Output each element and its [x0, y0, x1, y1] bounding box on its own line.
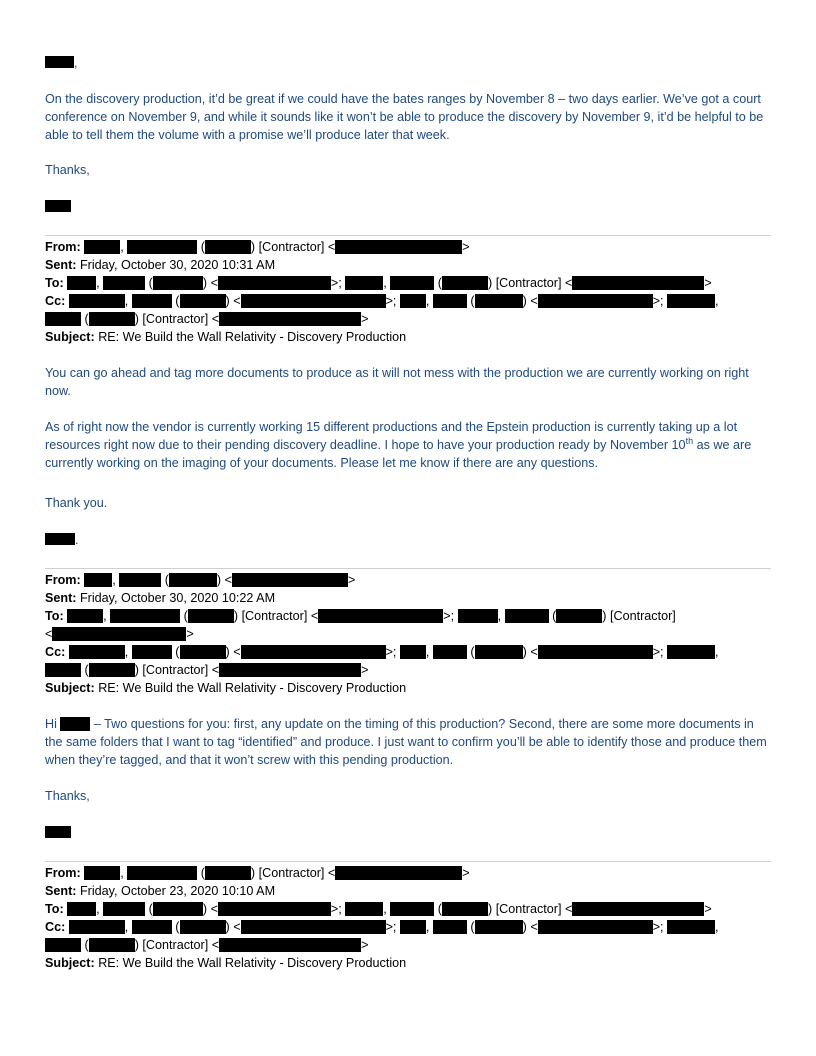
closing-text: Thank you.: [45, 496, 108, 510]
punctuation: <: [233, 645, 241, 659]
redaction-bar: [69, 645, 125, 659]
punctuation: <: [530, 645, 538, 659]
redaction-bar: [45, 938, 81, 952]
redaction-bar: [218, 902, 331, 916]
redaction-bar: [667, 294, 715, 308]
punctuation: ;: [392, 920, 397, 934]
punctuation: <: [211, 312, 220, 326]
sent-value: Friday, October 30, 2020 10:31 AM: [79, 258, 276, 272]
email-3-paragraph: [45, 716, 771, 769]
redaction-bar: [390, 276, 434, 290]
redaction-bar: [205, 866, 251, 880]
punctuation: >: [704, 902, 712, 916]
punctuation: ,: [120, 866, 124, 880]
cc-line: [45, 918, 771, 936]
sent-value: Friday, October 30, 2020 10:22 AM: [79, 591, 276, 605]
redaction-bar: [241, 920, 386, 934]
punctuation: ): [602, 609, 607, 623]
punctuation: >: [385, 920, 393, 934]
punctuation: (: [200, 240, 205, 254]
redaction-bar: [84, 573, 112, 587]
punctuation: ): [202, 902, 208, 916]
punctuation: <: [564, 902, 573, 916]
to-line: [45, 900, 771, 918]
subject-label: Subject:: [45, 681, 95, 695]
punctuation: >: [704, 276, 712, 290]
redaction-bar: [69, 294, 125, 308]
redaction-bar: [433, 920, 467, 934]
redaction-bar: [169, 573, 217, 587]
contractor-tag: [Contractor]: [142, 312, 209, 326]
redaction-bar: [442, 902, 488, 916]
punctuation: (: [164, 573, 169, 587]
to-line: [45, 607, 771, 625]
punctuation: >: [330, 902, 339, 916]
redaction-bar: [67, 276, 96, 290]
redaction-bar: [45, 826, 71, 838]
redaction-bar: [505, 609, 549, 623]
redaction-bar: [345, 902, 383, 916]
punctuation: ,: [383, 902, 387, 916]
redaction-bar: [52, 627, 186, 641]
sent-line: [45, 589, 771, 607]
subject-value: RE: We Build the Wall Relativity - Discovery Production: [98, 681, 407, 695]
punctuation: >: [462, 240, 470, 254]
punctuation: ;: [392, 645, 397, 659]
punctuation: <: [224, 573, 232, 587]
redaction-bar: [132, 920, 172, 934]
redaction-bar: [667, 645, 715, 659]
punctuation: <: [233, 294, 241, 308]
punctuation: ,: [497, 609, 502, 623]
punctuation: ): [522, 920, 527, 934]
redaction-bar: [241, 294, 386, 308]
punctuation: ,: [715, 920, 719, 934]
punctuation: (: [552, 609, 557, 623]
punctuation: ;: [660, 294, 664, 308]
punctuation: <: [327, 240, 336, 254]
redaction-bar: [127, 240, 197, 254]
punctuation: <: [210, 276, 218, 290]
punctuation: ): [202, 276, 208, 290]
from-line: [45, 864, 771, 882]
punctuation: >: [652, 920, 661, 934]
punctuation: ;: [392, 294, 397, 308]
punctuation: ,: [383, 276, 387, 290]
subject-value: RE: We Build the Wall Relativity - Discovery Production: [98, 956, 407, 970]
redaction-bar: [89, 663, 135, 677]
redaction-bar: [67, 902, 96, 916]
punctuation: ,: [96, 902, 100, 916]
closing-text: Thanks,: [45, 163, 90, 177]
from-label: From:: [45, 240, 81, 254]
punctuation: <: [530, 294, 538, 308]
redaction-bar: [442, 276, 488, 290]
sent-line: [45, 882, 771, 900]
to-line: [45, 274, 771, 292]
redaction-bar: [153, 902, 203, 916]
punctuation: ): [225, 645, 230, 659]
email-3-closing: [45, 788, 771, 806]
redaction-bar: [45, 533, 75, 545]
redaction-bar: [475, 645, 523, 659]
paragraph-text: As of right now the vendor is currently working 15 different productions and the Epstein production is currently taking up a lot resources right now due to their pending discovery deadline. I hope to have your production ready by November 10: [45, 420, 738, 452]
punctuation: (: [84, 938, 89, 952]
punctuation: <: [211, 663, 220, 677]
greeting-text: Hi: [45, 717, 57, 731]
punctuation: ,: [74, 56, 78, 70]
redaction-bar: [335, 240, 462, 254]
redaction-bar: [458, 609, 498, 623]
email-1-signature: [45, 200, 771, 214]
punctuation: ): [216, 573, 222, 587]
punctuation: (: [437, 902, 442, 916]
redaction-bar: [556, 609, 602, 623]
redaction-bar: [180, 920, 226, 934]
redaction-bar: [60, 717, 90, 731]
redaction-bar: [475, 920, 523, 934]
redaction-bar: [538, 920, 653, 934]
punctuation: ,: [112, 573, 116, 587]
redaction-bar: [103, 902, 145, 916]
email-2-paragraph-2: [45, 419, 771, 472]
redaction-bar: [188, 609, 234, 623]
punctuation: ,: [96, 276, 100, 290]
closing-text: Thanks,: [45, 789, 90, 803]
header-divider: [45, 861, 771, 862]
punctuation: <: [233, 920, 241, 934]
email-2-body: [45, 365, 771, 401]
punctuation: (: [148, 276, 153, 290]
email-2-signature: [45, 533, 771, 547]
punctuation: ): [250, 240, 256, 254]
cc-label: Cc:: [45, 920, 66, 934]
punctuation: >: [652, 294, 661, 308]
punctuation: >: [443, 609, 451, 623]
punctuation: ): [487, 902, 493, 916]
punctuation: ;: [338, 276, 342, 290]
to-line-continued: [45, 625, 771, 643]
contractor-tag: [Contractor]: [142, 663, 209, 677]
punctuation: >: [385, 294, 393, 308]
punctuation: ): [134, 938, 139, 952]
email-header-2: [45, 571, 771, 697]
punctuation: ,: [425, 294, 430, 308]
redaction-bar: [400, 645, 426, 659]
redaction-bar: [119, 573, 161, 587]
to-label: To:: [45, 276, 64, 290]
punctuation: (: [470, 920, 475, 934]
cc-line: [45, 292, 771, 310]
punctuation: >: [330, 276, 339, 290]
from-line: [45, 571, 771, 589]
from-label: From:: [45, 866, 81, 880]
redaction-bar: [84, 240, 120, 254]
punctuation: ;: [660, 920, 664, 934]
email-1-closing: [45, 162, 771, 180]
punctuation: (: [470, 294, 475, 308]
redaction-bar: [69, 920, 125, 934]
cc-line-continued: [45, 661, 771, 679]
redaction-bar: [433, 294, 467, 308]
sent-label: Sent:: [45, 258, 77, 272]
paragraph-text: – Two questions for you: first, any update on the timing of this production? Second, there are some more documents in the same folders that I want to tag “identified” and produce. I just want to confirm you’ll be able to identify those and produce them when they’re tagged, and that it won’t screw with this pending production.: [45, 717, 767, 767]
redaction-bar: [219, 663, 361, 677]
punctuation: ,: [425, 920, 430, 934]
redaction-bar: [45, 200, 71, 212]
contractor-tag: [Contractor]: [495, 276, 562, 290]
redaction-bar: [45, 56, 74, 68]
sent-label: Sent:: [45, 884, 77, 898]
redaction-bar: [84, 866, 120, 880]
redaction-bar: [205, 240, 251, 254]
email-3-body: [45, 716, 771, 769]
redaction-bar: [67, 609, 103, 623]
punctuation: ): [250, 866, 256, 880]
punctuation: (: [84, 663, 89, 677]
punctuation: ;: [338, 902, 342, 916]
subject-value: RE: We Build the Wall Relativity - Discovery Production: [98, 330, 407, 344]
email-2-body-2: [45, 419, 771, 472]
contractor-tag: [Contractor]: [258, 866, 325, 880]
punctuation: ,: [103, 609, 107, 623]
redaction-bar: [572, 276, 704, 290]
punctuation: (: [148, 902, 153, 916]
redaction-bar: [433, 645, 467, 659]
redaction-bar: [318, 609, 443, 623]
punctuation: <: [210, 902, 218, 916]
punctuation: ,: [120, 240, 124, 254]
punctuation: >: [361, 312, 369, 326]
punctuation: ): [487, 276, 493, 290]
email-header-3: [45, 864, 771, 972]
contractor-tag: [Contractor]: [609, 609, 676, 623]
subject-line: [45, 679, 771, 697]
from-label: From:: [45, 573, 81, 587]
from-line: [45, 238, 771, 256]
redaction-bar: [180, 645, 226, 659]
punctuation: >: [361, 663, 369, 677]
subject-label: Subject:: [45, 330, 95, 344]
punctuation: >: [361, 938, 369, 952]
punctuation: ): [522, 294, 527, 308]
redaction-bar: [241, 645, 386, 659]
redaction-bar: [218, 276, 331, 290]
sent-line: [45, 256, 771, 274]
email-1-paragraph: On the discovery production, it’d be great if we could have the bates ranges by November 8 – two days earlier. We’ve got a court conference on November 9, and while it sounds like it won’t be able to produce the discovery by November 9, it’d be helpful to be able to tell them the volume with a promise we’ll produce later that week.: [45, 92, 764, 142]
punctuation: >: [652, 645, 661, 659]
punctuation: ,: [715, 294, 719, 308]
punctuation: ): [225, 294, 230, 308]
punctuation: ): [233, 609, 239, 623]
subject-label: Subject:: [45, 956, 95, 970]
redaction-bar: [153, 276, 203, 290]
cc-label: Cc:: [45, 645, 66, 659]
email-3-signature: [45, 826, 771, 840]
punctuation: (: [470, 645, 475, 659]
punctuation: (: [84, 312, 89, 326]
contractor-tag: [Contractor]: [241, 609, 308, 623]
redaction-bar: [390, 902, 434, 916]
redaction-bar: [89, 938, 135, 952]
to-label: To:: [45, 902, 64, 916]
paragraph-text: as we are currently working on the imaging of your documents. Please let me know if there are any questions.: [45, 437, 752, 470]
redaction-bar: [232, 573, 348, 587]
cc-line-continued: [45, 936, 771, 954]
subject-line: [45, 328, 771, 346]
punctuation: ;: [450, 609, 455, 623]
cc-label: Cc:: [45, 294, 66, 308]
to-label: To:: [45, 609, 64, 623]
redaction-bar: [538, 294, 653, 308]
cc-line: [45, 643, 771, 661]
redaction-bar: [345, 276, 383, 290]
redaction-bar: [335, 866, 462, 880]
punctuation: <: [327, 866, 336, 880]
redaction-bar: [132, 645, 172, 659]
punctuation: ,: [124, 920, 129, 934]
email-1-body: [45, 91, 771, 144]
email-2-closing: [45, 495, 771, 513]
punctuation: >: [385, 645, 393, 659]
punctuation: ,: [715, 645, 719, 659]
punctuation: (: [175, 294, 180, 308]
punctuation: ;: [660, 645, 664, 659]
punctuation: >: [347, 573, 356, 587]
punctuation: ,: [425, 645, 430, 659]
redaction-bar: [400, 294, 426, 308]
punctuation: ): [134, 663, 139, 677]
punctuation: (: [200, 866, 205, 880]
punctuation: ): [522, 645, 527, 659]
sent-value: Friday, October 23, 2020 10:10 AM: [79, 884, 276, 898]
redaction-bar: [45, 312, 81, 326]
punctuation: (: [437, 276, 442, 290]
punctuation: ): [134, 312, 139, 326]
punctuation: >: [462, 866, 470, 880]
punctuation: (: [175, 645, 180, 659]
punctuation: <: [211, 938, 220, 952]
redaction-bar: [127, 866, 197, 880]
redaction-bar: [89, 312, 135, 326]
punctuation: <: [564, 276, 573, 290]
punctuation: (: [183, 609, 188, 623]
redaction-bar: [180, 294, 226, 308]
redaction-bar: [538, 645, 653, 659]
subject-line: [45, 954, 771, 972]
punctuation: <: [310, 609, 319, 623]
redaction-bar: [475, 294, 523, 308]
redaction-bar: [400, 920, 426, 934]
punctuation: >: [186, 627, 194, 641]
contractor-tag: [Contractor]: [142, 938, 209, 952]
email-header-1: [45, 238, 771, 346]
redaction-bar: [132, 294, 172, 308]
punctuation: .: [75, 533, 79, 547]
header-divider: [45, 235, 771, 236]
redaction-bar: [219, 312, 361, 326]
punctuation: (: [175, 920, 180, 934]
redaction-bar: [219, 938, 361, 952]
contractor-tag: [Contractor]: [495, 902, 562, 916]
punctuation: ): [225, 920, 230, 934]
ordinal-suffix: th: [685, 435, 694, 446]
redaction-bar: [572, 902, 704, 916]
cc-line-continued: [45, 310, 771, 328]
email-2-paragraph-1: You can go ahead and tag more documents to produce as it will not mess with the production we are currently working on right now.: [45, 366, 749, 398]
sent-label: Sent:: [45, 591, 77, 605]
punctuation: ,: [124, 645, 129, 659]
punctuation: <: [45, 627, 53, 641]
redaction-bar: [667, 920, 715, 934]
header-divider: [45, 568, 771, 569]
redaction-bar: [45, 663, 81, 677]
punctuation: ,: [124, 294, 129, 308]
punctuation: <: [530, 920, 538, 934]
redaction-bar: [110, 609, 180, 623]
redaction-bar: [103, 276, 145, 290]
greeting-line-1: [45, 56, 771, 70]
contractor-tag: [Contractor]: [258, 240, 325, 254]
